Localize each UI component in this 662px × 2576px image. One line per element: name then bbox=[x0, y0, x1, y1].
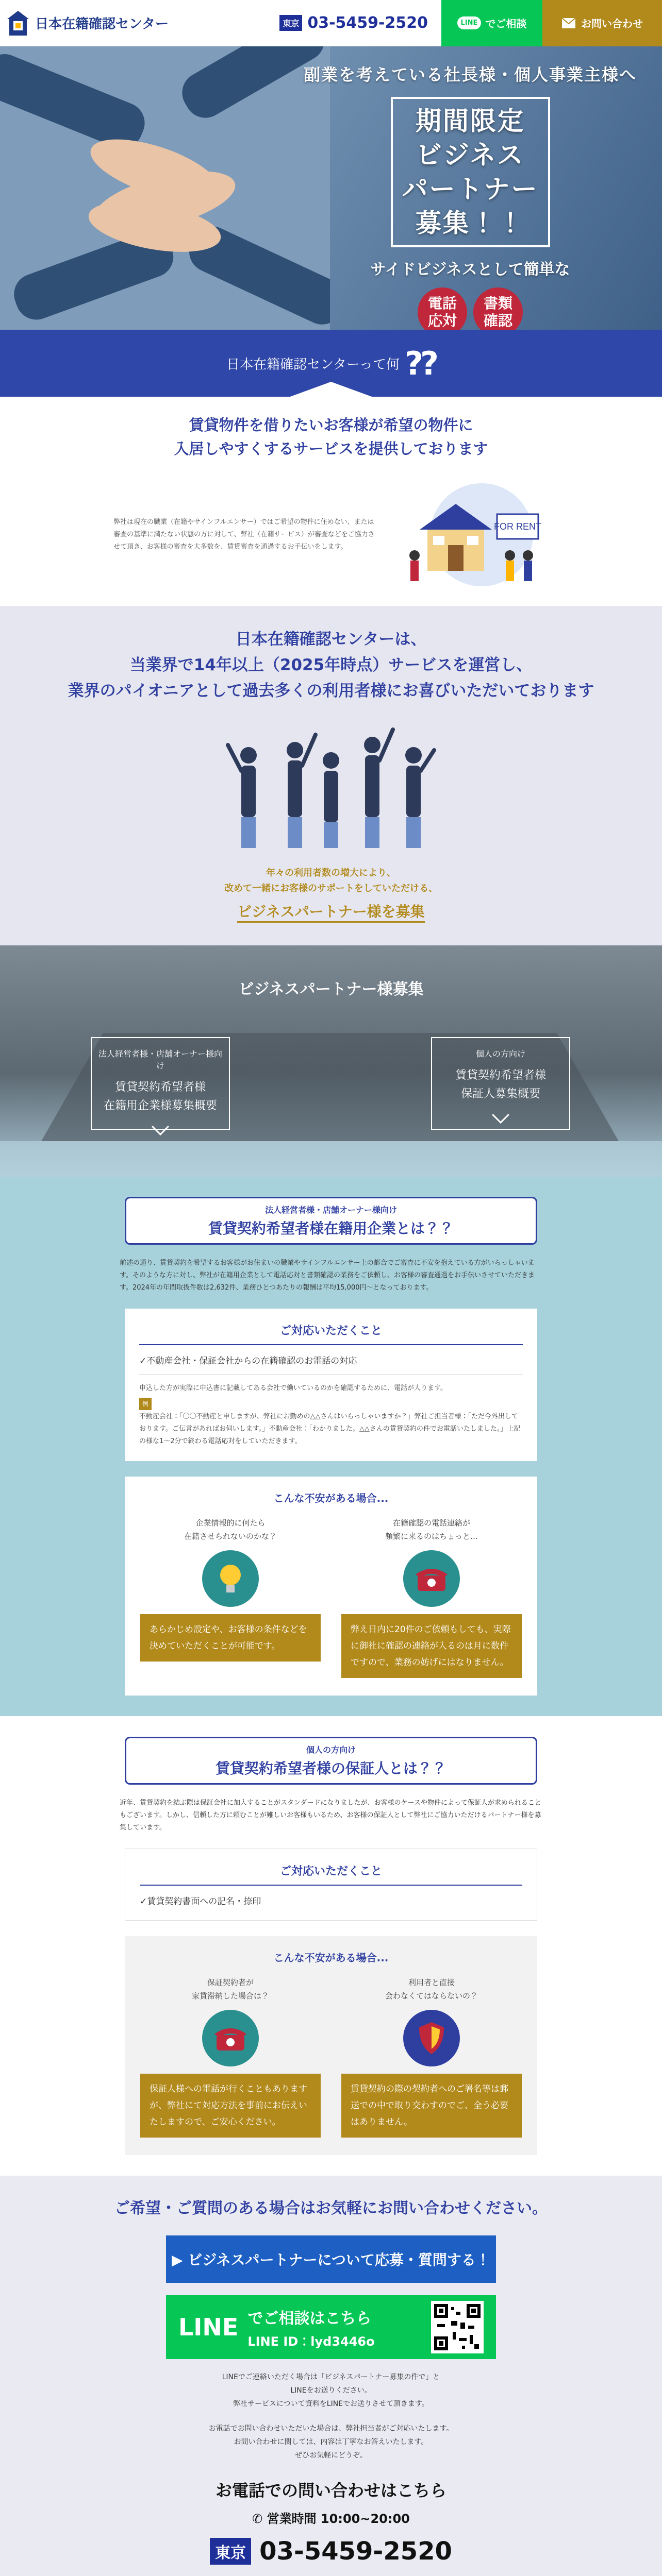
tokyo-badge: 東京 bbox=[210, 2538, 251, 2565]
history-note: 年々の利用者数の増大により、 改めて一緒にお客様のサポートをしていただける、 bbox=[224, 868, 438, 894]
line-icon: LINE bbox=[457, 16, 482, 29]
mail-note: お電話でお問い合わせいただいた場合は、弊社担当者がご対応いたします。 お問い合わせに関しては、内容は丁寧なお答えいたします。 ぜひお気軽にどうぞ。 bbox=[208, 2425, 454, 2460]
intro-heading: 賃貸物件を借りたいお客様が希望の物件に 入居しやすくするサービスを提供しております bbox=[174, 416, 488, 457]
line-id: LINE ID：lyd3446o bbox=[247, 2334, 375, 2349]
telephone-icon bbox=[202, 2010, 259, 2066]
corp-heading-box bbox=[125, 1197, 537, 1245]
limited-line: パートナー bbox=[402, 174, 539, 204]
limited-line: 募集！！ bbox=[416, 208, 525, 238]
worry-column: 企業情報的に何たら 在籍させられないのかな？ あらかじめ設定や、お客様の条件などを決めていただくことが可能です。 bbox=[140, 1516, 321, 1678]
house-logo-icon bbox=[6, 10, 30, 37]
indiv-heading-box bbox=[125, 1737, 537, 1785]
corp-heading-small: 法人経営者様・店舗オーナー様向け bbox=[264, 1205, 397, 1215]
worry-column: 保証契約者が 家賃滞納した場合は？ 保証人様への電話が行くこともありますが、弊社にて対応方法を事前にお伝えいたしますので、ご安心ください。 bbox=[140, 1976, 321, 2138]
limited-offer-box bbox=[391, 97, 550, 247]
indiv-description: 近年、賃貸契約を結ぶ際は保証会社に加入することがスタンダードになりましたが、お客様のケースや物件によって保証人が求められることもございます。しかし、信頼した方に頼むことが難しいお客様もいるため、お客様の保証人として弊社にご協力いただけるパートナー様を募集しています。 bbox=[120, 1799, 541, 1832]
line-consult-button[interactable] bbox=[166, 2295, 496, 2359]
contact-title: ご希望・ご質問のある場合はお気軽にお問い合わせください。 bbox=[114, 2199, 548, 2217]
celebrating-people-illustration bbox=[223, 719, 439, 863]
indiv-heading-small: 個人の方向け bbox=[306, 1745, 356, 1755]
header-phone-number: 03-5459-2520 bbox=[307, 14, 428, 32]
duty-item: ✓賃貸契約書面への記名・捺印 bbox=[140, 1896, 261, 1907]
corp-worry-card bbox=[125, 1477, 537, 1696]
site-header bbox=[0, 0, 662, 46]
indiv-duties-card bbox=[125, 1849, 537, 1921]
partner-recruit-link[interactable]: ビジネスパートナー様を募集 bbox=[237, 901, 424, 923]
individual-overview-link[interactable] bbox=[431, 1037, 570, 1130]
worry-answer: あらかじめ設定や、お客様の条件などを決めていただくことが可能です。 bbox=[140, 1614, 321, 1662]
corp-duties-card bbox=[125, 1309, 537, 1461]
box-small-label: 法人経営者様・店舗オーナー様向け bbox=[98, 1049, 222, 1071]
history-section bbox=[0, 606, 662, 945]
corporate-section bbox=[0, 1177, 662, 1716]
lightbulb-icon bbox=[202, 1550, 259, 1607]
limited-line: 期間限定 bbox=[416, 106, 525, 136]
phone-heading: お電話での問い合わせはこちら bbox=[215, 2481, 446, 2500]
mail-icon bbox=[561, 18, 576, 29]
duty-item: ✓不動産会社・保証会社からの在籍確認のお電話の対応 bbox=[139, 1356, 357, 1366]
logo[interactable] bbox=[6, 10, 169, 37]
svg-text:FOR RENT: FOR RENT bbox=[494, 521, 541, 532]
indiv-heading-title: 賃貸契約希望者様の保証人とは？？ bbox=[215, 1760, 446, 1777]
header-line-button[interactable] bbox=[441, 0, 542, 46]
line-button-label: でご相談はこちら bbox=[247, 2309, 372, 2328]
worry-column: 在籍確認の電話連絡が 頻繁に来るのはちょっと… 弊え日内に20件のご依頼もしても、実際に御社に確認の連絡が入るのは月に数件ですので、業務の妨げにはなりません。 bbox=[341, 1516, 522, 1678]
worry-title: こんな不安がある場合... bbox=[273, 1492, 389, 1504]
corp-heading-title: 賃貸契約希望者様在籍用企業とは？？ bbox=[208, 1220, 454, 1237]
qr-code-icon bbox=[431, 2301, 484, 2353]
card-title: ご対応いただくこと bbox=[139, 1322, 523, 1345]
example-tag: 例 bbox=[139, 1398, 152, 1410]
history-heading: 日本在籍確認センターは、 当業界で14年以上（2025年時点）サービスを運営し、 業界のパイオニアとして過去多くの利用者様にお喜びいただいております bbox=[68, 630, 594, 700]
line-note: LINEでご連絡いただく場合は「ビジネスパートナー募集の件で」と LINEをお送りください。 弊社サービスについて資料をLINEでお送りさせて頂きます。 bbox=[222, 2373, 440, 2408]
hero-sub: サイドビジネスとして簡単な bbox=[370, 261, 570, 279]
card-title: ご対応いただくこと bbox=[140, 1862, 522, 1886]
header-phone[interactable] bbox=[266, 14, 441, 32]
chevron-down-icon bbox=[492, 1106, 509, 1124]
hero-bubbles bbox=[278, 287, 662, 330]
header-line-label: でご相談 bbox=[485, 18, 527, 30]
box-main-label: 賃貸契約希望者様 在籍用企業様募集概要 bbox=[103, 1081, 217, 1112]
header-mail-label: お問い合わせ bbox=[581, 18, 643, 30]
recruit-title: ビジネスパートナー様募集 bbox=[238, 980, 424, 998]
whatis-banner bbox=[0, 330, 662, 397]
telephone-icon bbox=[403, 1550, 460, 1607]
shield-icon bbox=[403, 2010, 460, 2066]
limited-line: ビジネス bbox=[416, 140, 525, 170]
contact-section bbox=[0, 2176, 662, 2576]
line-logo-icon: LINE bbox=[178, 2313, 239, 2341]
logo-text: 日本在籍確認センター bbox=[35, 16, 169, 32]
divider-wave bbox=[0, 382, 662, 397]
business-hours: ✆ 営業時間 10:00~20:00 bbox=[252, 2512, 410, 2526]
phone-number: 03-5459-2520 bbox=[259, 2537, 452, 2566]
hero-headline: 副業を考えている社長様・個人事業主様へ bbox=[303, 65, 637, 84]
phone-icon: ✆ bbox=[252, 2512, 263, 2526]
corp-description: 前述の通り、賃貸契約を希望するお客様がお住まいの職業やサインフルエンサー上の都合でご審査に不安を抱えている方がいらっしゃいます。そのような方に対し、弊社が在籍用企業として電話応対と書類確認の業務をご依頼し、お客様の審査通過をお手伝いさせていただきます。2024年の年間取扱件数は2,632件、業務ひとつあたりの報酬は平均15,000円〜となっております。 bbox=[120, 1259, 535, 1292]
intro-body: 弊社は現在の職業（在籍やサインフルエンサー）ではご希望の物件に住めない、または審査の基準に満たない状態の方に対して、弊社（在籍サービス）が審査などをご協力させて頂き、お客様の審査を大多数を、賃貸審査を通過するお手伝いをします。 bbox=[113, 518, 375, 551]
duty-example: 申込した方が実際に申込書に記載してある会社で働いているのかを確認するために、電話が入ります。 例 不動産会社：「〇〇不動産と申しますが、弊社にお勤めの△△さんはいらっしゃいますか？」弊社ご担当者様：「ただ今外出しております。ご伝言があればお伺いします。」不動産会社：「わかりました。△△さんの賃貸契約の件でお電話いたしました。」上記の様な1〜2分で終わる電話応対をしていただきます。 bbox=[139, 1375, 523, 1448]
question-marks: ?? bbox=[404, 344, 436, 382]
box-main-label: 賃貸契約希望者様 保証人募集概要 bbox=[455, 1069, 546, 1100]
header-mail-button[interactable] bbox=[542, 0, 662, 46]
partner-recruit-banner bbox=[0, 945, 662, 1177]
worry-answer: 弊え日内に20件のご依頼もしても、実際に御社に確認の連絡が入るのは月に数件ですので、業務の妨げにはなりません。 bbox=[341, 1614, 522, 1678]
worry-column: 利用者と直接 会わなくてはならないの？ 賃貸契約の際の契約者へのご署名等は郵送での中で取り交わすのでご、全う必要はありません。 bbox=[341, 1976, 522, 2138]
corp-overview-link[interactable] bbox=[91, 1037, 230, 1130]
tokyo-badge: 東京 bbox=[279, 15, 302, 31]
bubble-phone: 電話 応対 bbox=[418, 287, 467, 330]
service-intro bbox=[0, 397, 662, 606]
worry-answer: 保証人様への電話が行くこともありますが、弊社にて対応方法を事前にお伝えいたしますので、ご安心ください。 bbox=[140, 2074, 321, 2138]
phone-number-block[interactable] bbox=[210, 2537, 452, 2566]
bubble-documents: 書類 確認 bbox=[473, 287, 523, 330]
worry-title: こんな不安がある場合... bbox=[273, 1952, 389, 1964]
whatis-label: 日本在籍確認センターって何 bbox=[226, 357, 400, 372]
indiv-worry-card bbox=[125, 1936, 537, 2155]
hero bbox=[0, 46, 662, 330]
hero-copy bbox=[278, 62, 662, 330]
individual-section bbox=[0, 1716, 662, 2176]
box-small-label: 個人の方向け bbox=[475, 1049, 525, 1059]
apply-question-button[interactable]: ▶ ビジネスパートナーについて応募・質問する！ bbox=[166, 2235, 496, 2283]
worry-answer: 賃貸契約の際の契約者へのご署名等は郵送での中で取り交わすのでご、全う必要はありません。 bbox=[341, 2074, 522, 2138]
for-rent-illustration bbox=[399, 478, 549, 591]
